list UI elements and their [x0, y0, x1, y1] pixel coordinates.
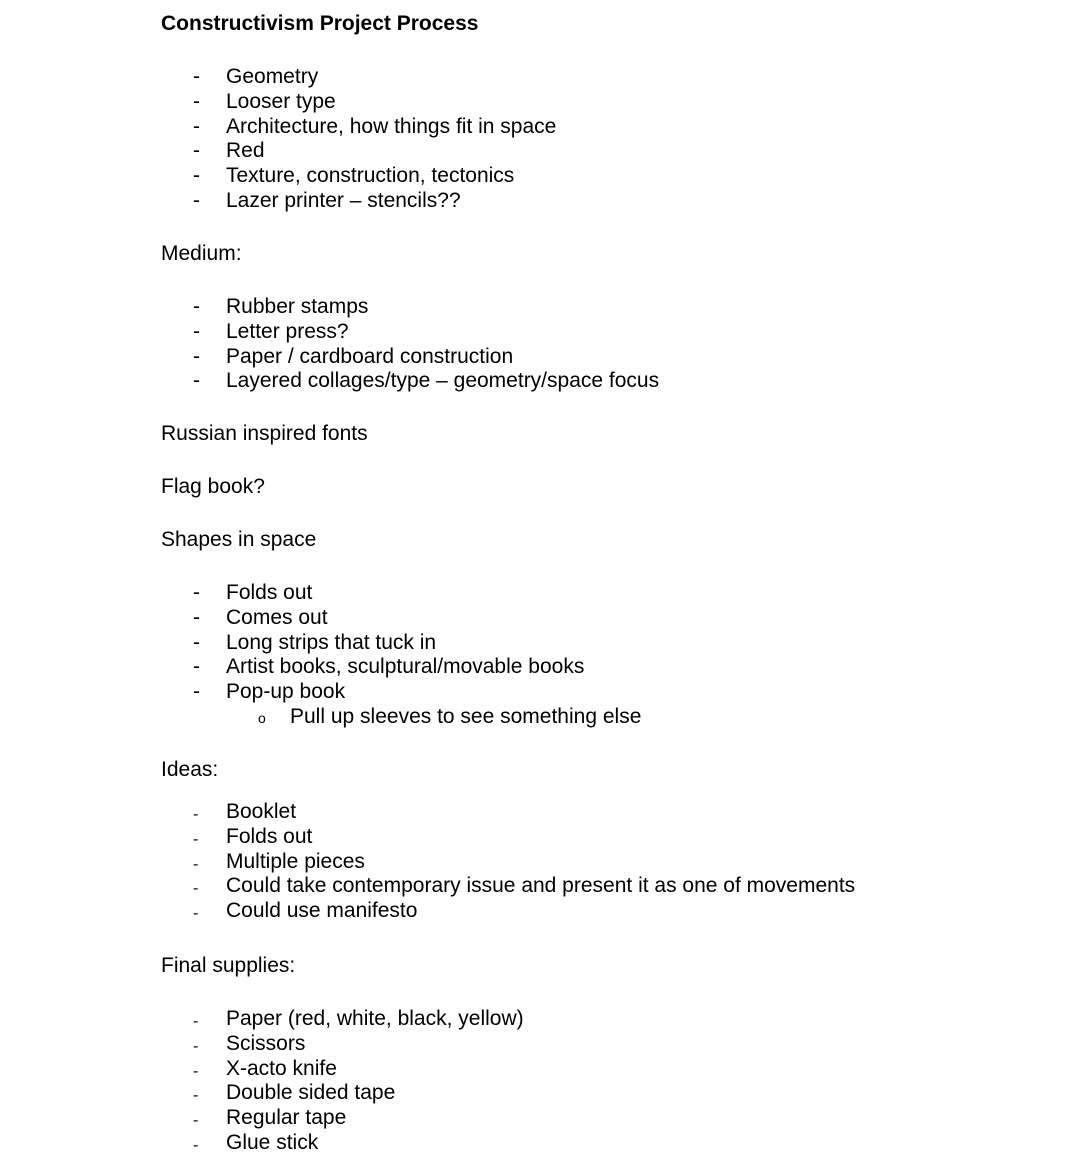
document-title: Constructivism Project Process [161, 12, 479, 35]
dash-bullet: - [193, 65, 200, 88]
dash-bullet: - [193, 655, 200, 679]
dash-bullet: - [193, 319, 200, 343]
dash-bullet: - [193, 905, 199, 923]
dash-bullet: - [193, 1037, 199, 1055]
dash-bullet: - [193, 680, 200, 704]
dash-bullet: - [193, 344, 200, 368]
dash-bullet: - [193, 295, 200, 318]
dash-bullet: - [193, 581, 200, 604]
dash-bullet: - [193, 855, 199, 873]
dash-bullet: - [193, 1013, 199, 1030]
dash-bullet: - [193, 89, 200, 113]
dash-bullet: - [193, 830, 199, 848]
dash-bullet: - [193, 630, 200, 654]
dash-bullet: - [193, 605, 200, 629]
circle-bullet: o [258, 709, 266, 726]
dash-bullet: - [193, 806, 199, 823]
dash-bullet: - [193, 114, 200, 138]
dash-bullet: - [193, 880, 199, 898]
dash-bullet: - [193, 188, 200, 212]
dash-bullet: - [193, 139, 200, 163]
dash-bullet: - [193, 164, 200, 188]
fonts-line: Russian inspired fonts [161, 422, 368, 445]
dash-bullet: - [193, 1087, 199, 1105]
dash-bullet: - [193, 369, 200, 393]
flag-book-line: Flag book? [161, 475, 265, 498]
dash-bullet: - [193, 1062, 199, 1080]
document-page: Constructivism Project Process - Geometry - Looser type - Architecture, how things fit in space - Red - Texture, construction, tectonics - Lazer printer – stencils?? Medium: - Rubber stamps - Letter press? - Paper / cardboard construction - Layered collages/type – geometry/space focus Russian inspired fonts Flag book? Shapes in space - Folds out - Comes out - Long strips that tuck in - Artist books, sculptural/movable books - Pop-up book o Pull up sleeves to see something else Ideas: - Booklet - Folds out - Multiple pieces - Could take contemporary issue and present it as one of movements - Could use manifesto Final supplies: - Paper (red, white, black, yellow) - Scissors - X-acto knife - Double sided tape - Regular tape - Glue stick [0, 0, 1092, 1160]
dash-bullet: - [193, 1136, 199, 1154]
shapes-heading: Shapes in space [161, 528, 317, 551]
ideas-heading: Ideas: [161, 758, 219, 781]
dash-bullet: - [193, 1112, 199, 1130]
supplies-heading: Final supplies: [161, 954, 296, 977]
medium-heading: Medium: [161, 242, 242, 265]
